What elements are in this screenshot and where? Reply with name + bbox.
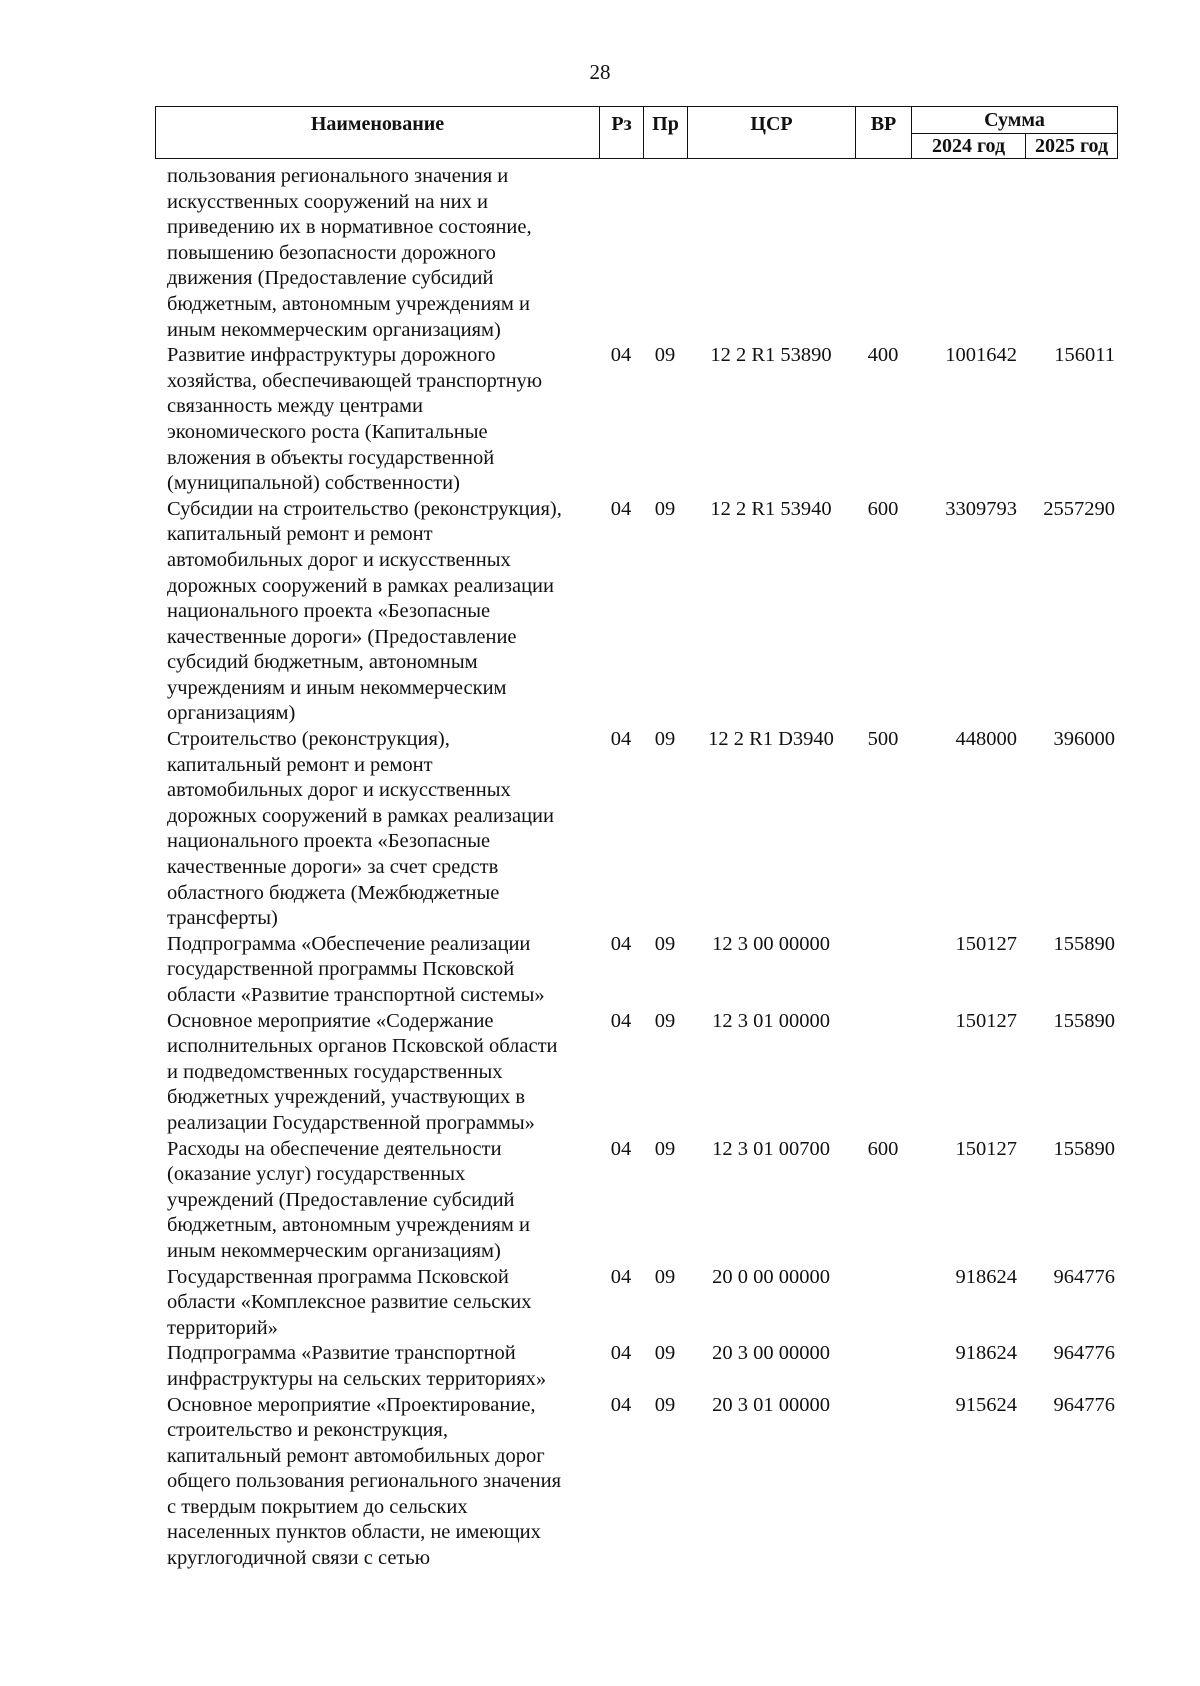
row-pr: 09 (654, 1265, 676, 1288)
table-row (155, 164, 1117, 343)
row-rz: 04 (610, 344, 632, 367)
row-sum-2024: 150127 (955, 1137, 1017, 1160)
row-pr: 09 (654, 728, 676, 751)
table-row (155, 1137, 1117, 1265)
row-name: Расходы на обеспечение деятельности (оказание услуг) государственных учреждений (Предоставление субсидий бюджетным, автономным учреждениям и иным некоммерческим организациям) (167, 1137, 530, 1262)
row-name: Развитие инфраструктуры дорожного хозяйства, обеспечивающей транспортную связанность между центрами экономического роста (Капитальные вложения в объекты государственной (муниципальной) собственности) (167, 344, 543, 495)
row-csr: 12 3 00 00000 (712, 932, 830, 955)
header-vr: ВР (856, 107, 912, 159)
row-sum-2024: 150127 (955, 932, 1017, 955)
row-pr: 09 (654, 344, 676, 367)
row-vr: 400 (867, 344, 899, 367)
page-number: 28 (589, 60, 611, 84)
row-rz: 04 (610, 1393, 632, 1416)
row-pr: 09 (654, 1009, 676, 1032)
header-name: Наименование (156, 107, 600, 159)
row-pr: 09 (654, 932, 676, 955)
row-sum-2024: 150127 (955, 1009, 1017, 1032)
row-vr: 500 (867, 728, 899, 751)
row-name: Государственная программа Псковской области «Комплексное развитие сельских территорий» (167, 1265, 532, 1339)
header-csr: ЦСР (688, 107, 856, 159)
row-csr: 12 2 R1 53940 (710, 497, 832, 520)
row-sum-2025: 155890 (1053, 932, 1115, 955)
row-name: Основное мероприятие «Содержание исполнительных органов Псковской области и подведомственных государственных бюджетных учреждений, участвующих в реализации Государственной программы» (167, 1009, 558, 1134)
row-name: пользования регионального значения и искусственных сооружений на них и приведению их в нормативное состояние, повышению безопасности дорожного движения (Предоставление субсидий бюджетным, автономным учреждениям и иным некоммерческим организациям) (167, 165, 532, 341)
row-csr: 12 3 01 00000 (712, 1009, 830, 1032)
row-sum-2024: 3309793 (945, 497, 1017, 520)
row-sum-2025: 964776 (1053, 1265, 1115, 1288)
row-csr: 12 3 01 00700 (712, 1137, 830, 1160)
row-name: Подпрограмма «Развитие транспортной инфраструктуры на сельских территориях» (167, 1342, 547, 1390)
row-csr: 20 3 00 00000 (712, 1342, 830, 1365)
header-sum: Сумма (912, 107, 1118, 134)
row-pr: 09 (654, 1342, 676, 1365)
row-csr: 20 3 01 00000 (712, 1393, 830, 1416)
table-header (155, 106, 1118, 159)
table-row (155, 932, 1117, 1009)
row-sum-2025: 155890 (1053, 1009, 1115, 1032)
row-csr: 12 2 R1 D3940 (708, 728, 834, 751)
row-rz: 04 (610, 932, 632, 955)
table-row (155, 727, 1117, 932)
row-csr: 20 0 00 00000 (712, 1265, 830, 1288)
row-csr: 12 2 R1 53890 (710, 344, 832, 367)
row-name: Основное мероприятие «Проектирование, строительство и реконструкция, капитальный ремонт автомобильных дорог общего пользования регионального значения с твердым покрытием до сельских населенных пунктов области, не имеющих круглогодичной связи с сетью (167, 1393, 562, 1570)
row-sum-2024: 918624 (955, 1342, 1017, 1365)
table-row (155, 497, 1117, 727)
row-pr: 09 (654, 497, 676, 520)
row-name: Субсидии на строительство (реконструкция), капитальный ремонт и ремонт автомобильных дорог и искусственных дорожных сооружений в рамках реализации национального проекта «Безопасные качественные дороги» (Предоставление субсидий бюджетным, автономным учреждениям и иным некоммерческим организациям) (167, 497, 562, 725)
row-vr: 600 (867, 1137, 899, 1160)
row-rz: 04 (610, 728, 632, 751)
row-sum-2025: 156011 (1054, 344, 1115, 367)
row-rz: 04 (610, 1265, 632, 1288)
row-sum-2025: 155890 (1053, 1137, 1115, 1160)
row-rz: 04 (610, 497, 632, 520)
row-vr: 600 (867, 497, 899, 520)
row-sum-2025: 964776 (1053, 1393, 1115, 1416)
row-sum-2025: 964776 (1053, 1342, 1115, 1365)
header-year-2025: 2025 год (1026, 134, 1118, 159)
table-row (155, 1341, 1117, 1392)
header-pr: Пр (644, 107, 688, 159)
row-rz: 04 (610, 1009, 632, 1032)
row-name: Строительство (реконструкция), капитальный ремонт и ремонт автомобильных дорог и искусственных дорожных сооружений в рамках реализации национального проекта «Безопасные качественные дороги» за счет средств областного бюджета (Межбюджетные трансферты) (167, 728, 554, 930)
row-sum-2024: 918624 (955, 1265, 1017, 1288)
row-pr: 09 (654, 1137, 676, 1160)
header-year-2024: 2024 год (912, 134, 1026, 159)
row-sum-2025: 2557290 (1043, 497, 1115, 520)
table-row (155, 343, 1117, 497)
row-rz: 04 (610, 1137, 632, 1160)
row-sum-2024: 448000 (955, 728, 1017, 751)
row-name: Подпрограмма «Обеспечение реализации государственной программы Псковской области «Развитие транспортной системы» (167, 932, 545, 1006)
row-pr: 09 (654, 1393, 676, 1416)
row-sum-2024: 915624 (955, 1393, 1017, 1416)
table-row (155, 1393, 1117, 1572)
row-sum-2024: 1001642 (945, 344, 1017, 367)
row-rz: 04 (610, 1342, 632, 1365)
table-body (155, 164, 1117, 1572)
header-rz: Рз (600, 107, 644, 159)
row-sum-2025: 396000 (1053, 728, 1115, 751)
table-row (155, 1265, 1117, 1342)
table-row (155, 1009, 1117, 1137)
